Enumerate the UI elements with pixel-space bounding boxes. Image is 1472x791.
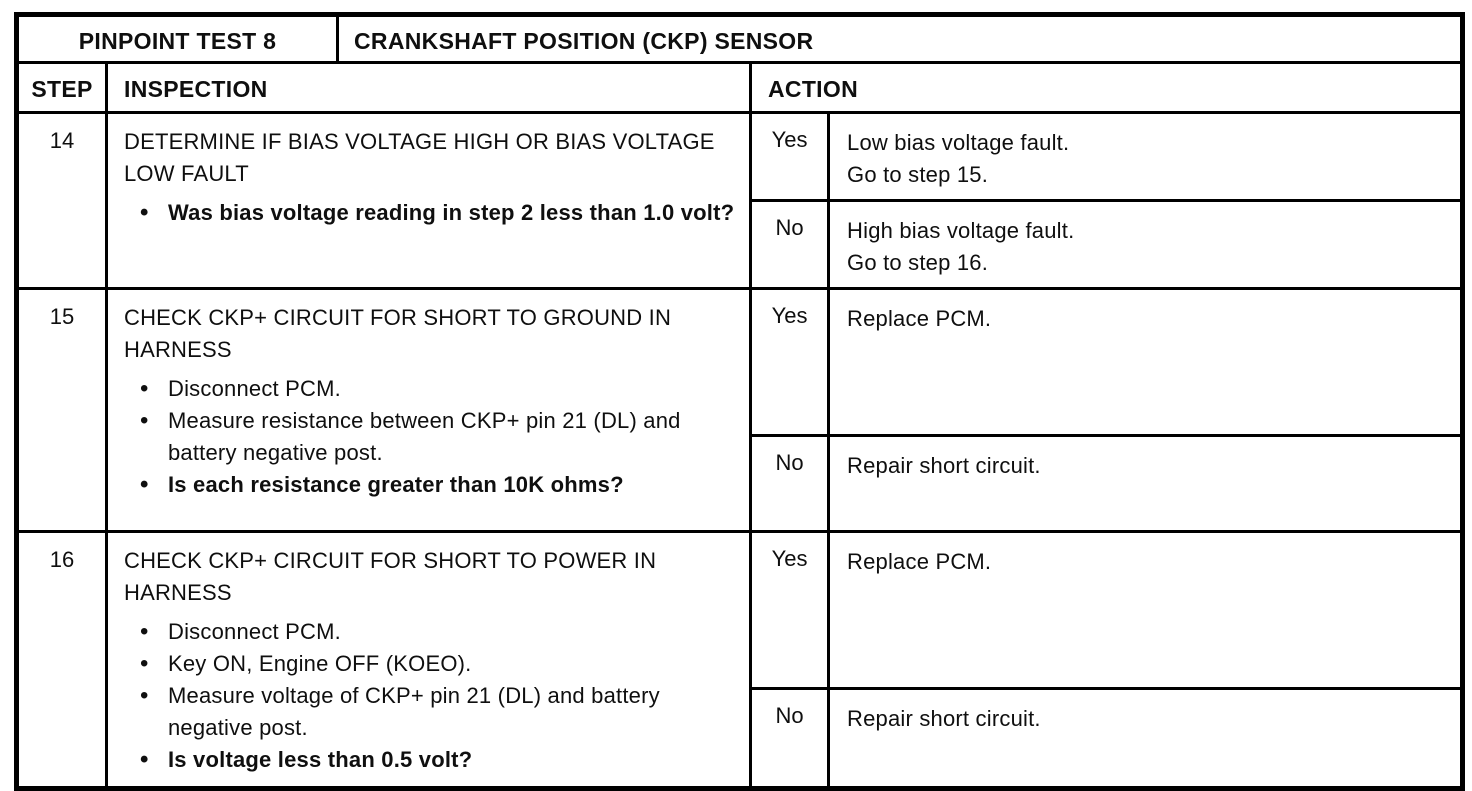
action-text: Repair short circuit. (847, 705, 1041, 731)
inspection-heading: DETERMINE IF BIAS VOLTAGE HIGH OR BIAS VOLTAGE LOW FAULT (124, 129, 715, 186)
inspection-heading: CHECK CKP+ CIRCUIT FOR SHORT TO GROUND IN HARNESS (124, 305, 672, 362)
action-text: Repair short circuit. (847, 453, 1041, 478)
inspection-heading: CHECK CKP+ CIRCUIT FOR SHORT TO POWER IN HARNESS (124, 548, 657, 605)
column-header-step: STEP (17, 63, 107, 113)
inspection-cell-step-14 (107, 113, 751, 289)
action-text: Go to step 16. (847, 250, 989, 275)
column-header-inspection: INSPECTION (107, 63, 751, 113)
step-number: 15 (17, 289, 107, 532)
inspection-instruction: • Disconnect PCM. (124, 616, 735, 648)
inspection-cell-step-15 (107, 289, 751, 532)
yes-label: Yes (751, 532, 829, 689)
action-cell-step-15-no (829, 436, 1463, 532)
table-row-step-14-yes (17, 113, 1463, 201)
inspection-instruction: • Disconnect PCM. (124, 373, 735, 405)
action-text: Replace PCM. (847, 549, 992, 574)
step-number: 16 (17, 532, 107, 789)
inspection-instruction: • Measure resistance between CKP+ pin 21 (DL) and battery negative post. (124, 405, 735, 469)
inspection-bullet-list (124, 197, 735, 229)
table-title-row (17, 15, 1463, 63)
no-label: No (751, 436, 829, 532)
yes-label: Yes (751, 113, 829, 201)
action-cell-step-16-yes (829, 532, 1463, 689)
inspection-bullet-list (124, 616, 735, 776)
page-title: CRANKSHAFT POSITION (CKP) SENSOR (338, 15, 1463, 63)
yes-label: Yes (751, 289, 829, 436)
table-header-row (17, 63, 1463, 113)
action-text: High bias voltage fault. (847, 218, 1075, 243)
no-label: No (751, 688, 829, 788)
action-cell-step-14-no (829, 201, 1463, 289)
action-cell-step-15-yes (829, 289, 1463, 436)
action-text: Go to step 15. (847, 162, 989, 187)
inspection-question: • Is each resistance greater than 10K ohms? (124, 469, 735, 501)
inspection-cell-step-16 (107, 532, 751, 789)
action-cell-step-16-no (829, 688, 1463, 788)
action-text: Low bias voltage fault. (847, 130, 1070, 155)
action-text: Replace PCM. (847, 306, 992, 331)
column-header-action: ACTION (751, 63, 1463, 113)
pinpoint-test-table (14, 12, 1465, 791)
inspection-question: • Is voltage less than 0.5 volt? (124, 744, 735, 776)
table-row-step-15-yes (17, 289, 1463, 436)
action-cell-step-14-yes (829, 113, 1463, 201)
no-label: No (751, 201, 829, 289)
inspection-instruction: • Measure voltage of CKP+ pin 21 (DL) and battery negative post. (124, 680, 735, 744)
step-number: 14 (17, 113, 107, 289)
pinpoint-test-label: PINPOINT TEST 8 (17, 15, 338, 63)
inspection-instruction: • Key ON, Engine OFF (KOEO). (124, 648, 735, 680)
inspection-question: • Was bias voltage reading in step 2 less than 1.0 volt? (124, 197, 735, 229)
table-row-step-16-yes (17, 532, 1463, 689)
inspection-bullet-list (124, 373, 735, 501)
